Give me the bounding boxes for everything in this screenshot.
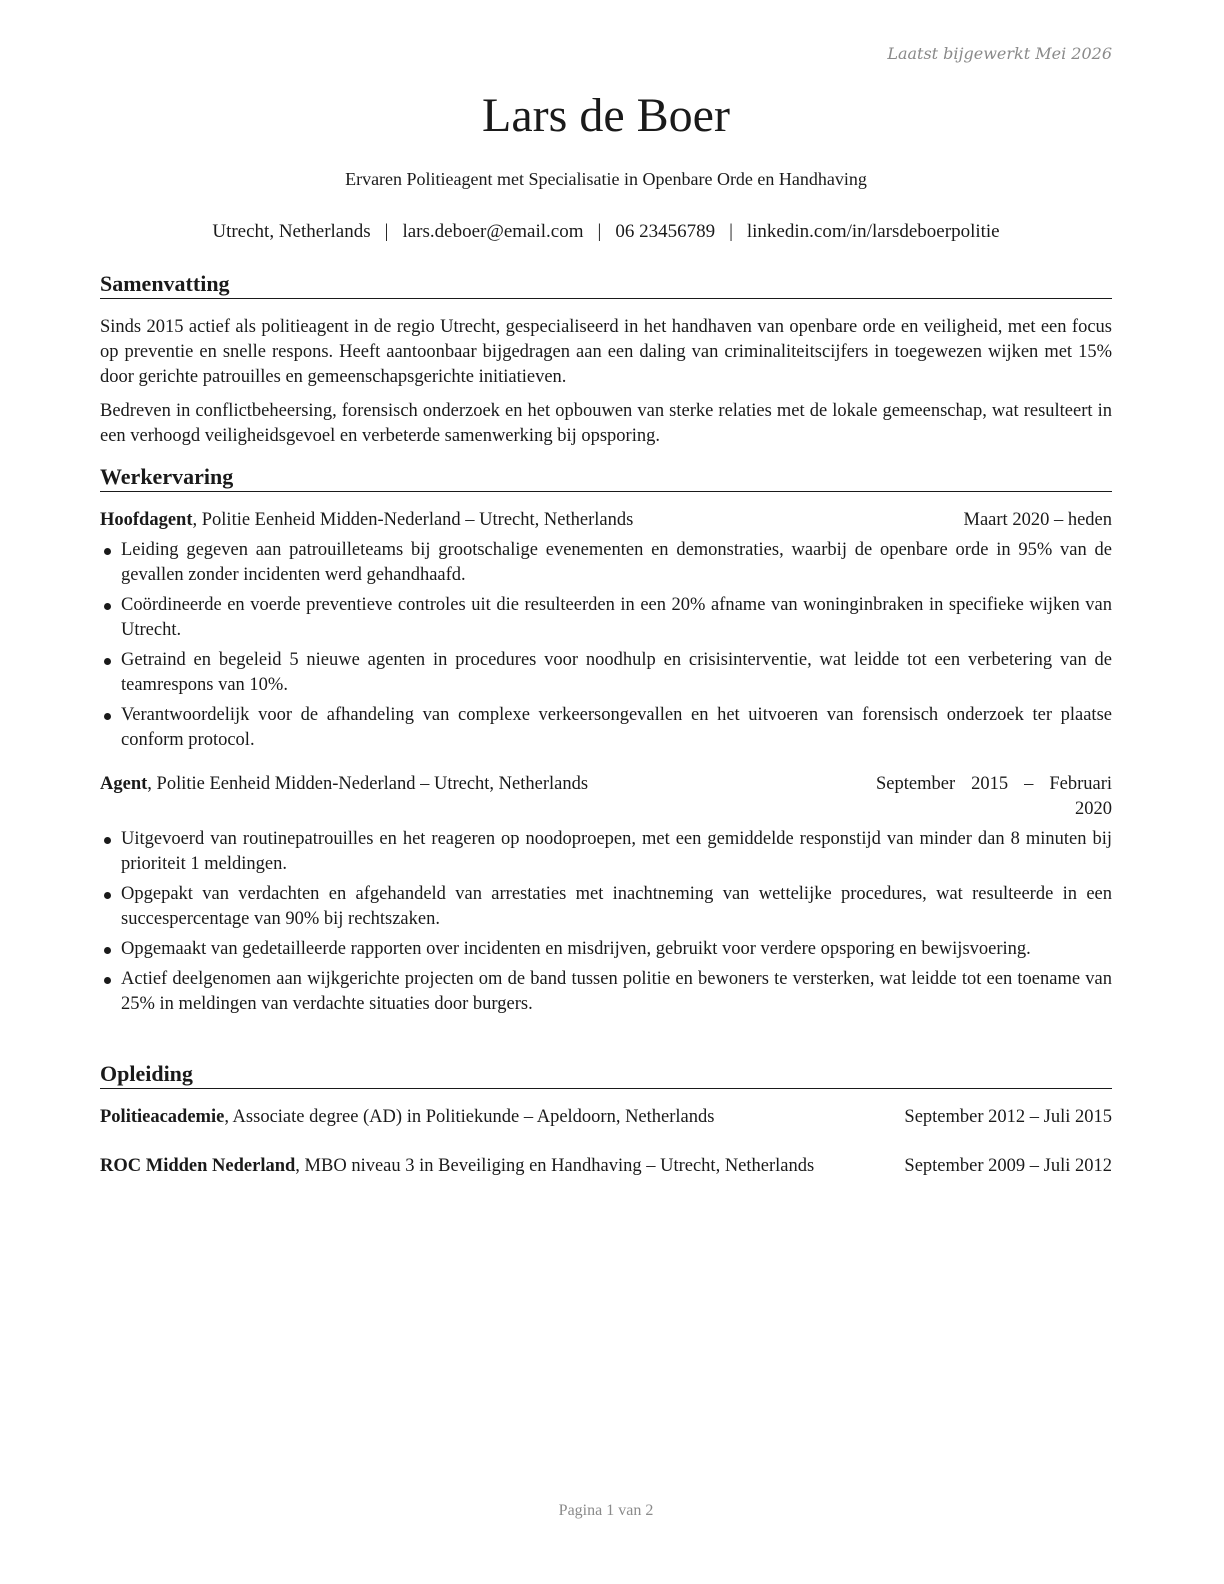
summary-paragraph: Sinds 2015 actief als politieagent in de regio Utrecht, gespecialiseerd in het handhaven van openbare orde en veiligheid, met een focus op preventie en snelle respons. Heeft aantoonbaar bijgedragen aan een daling van criminaliteitscijfers in toegewezen wijken met 15% door gerichte patrouilles en gemeenschapsgerichte initiatieven.	[100, 317, 1112, 387]
contact-location: Utrecht, Netherlands	[212, 221, 371, 242]
education-title-line	[100, 1154, 880, 1179]
contact-line	[100, 219, 1112, 245]
education-detail: , MBO niveau 3 in Beveiliging en Handhaving – Utrecht, Netherlands	[295, 1156, 815, 1176]
job-organization: , Politie Eenheid Midden-Nederland – Utrecht, Netherlands	[147, 774, 589, 794]
education-section	[100, 1061, 1112, 1179]
list-item: Actief deelgenomen aan wijkgerichte projecten om de band tussen politie en bewoners te versterken, wat leidde tot een toename van 25% in meldingen van verdachte situaties door burgers.	[100, 967, 1112, 1017]
section-title-experience: Werkervaring	[100, 464, 1112, 492]
list-item: Getraind en begeleid 5 nieuwe agenten in procedures voor noodhulp en crisisinterventie, wat leidde tot een verbetering van de teamrespons van 10%.	[100, 648, 1112, 698]
contact-phone: 06 23456789	[615, 221, 716, 242]
resume-page	[100, 0, 1112, 1584]
candidate-name: Lars de Boer	[482, 89, 730, 142]
education-dates: September 2009 – Juli 2012	[904, 1156, 1112, 1176]
education-header	[100, 1154, 1112, 1179]
list-item: Leiding gegeven aan patrouilleteams bij grootschalige evenementen en demonstraties, waarbij de openbare orde in 95% van de gevallen zonder incidenten werd gehandhaafd.	[100, 538, 1112, 588]
job-bullets	[100, 827, 1112, 1017]
summary-section	[100, 271, 1112, 449]
job-header	[100, 772, 1112, 822]
job-dates: Maart 2020 – heden	[963, 510, 1112, 530]
contact-email[interactable]: lars.deboer@email.com	[402, 221, 584, 242]
education-dates: September 2012 – Juli 2015	[904, 1107, 1112, 1127]
contact-separator: |	[384, 221, 389, 242]
contact-separator: |	[597, 221, 602, 242]
education-header	[100, 1105, 1112, 1130]
job-role: Agent	[100, 774, 148, 794]
last-updated: Laatst bijgewerkt Mei 2026	[887, 44, 1112, 63]
education-school: Politieacademie	[100, 1107, 225, 1127]
summary-body	[100, 315, 1112, 449]
job-bullets	[100, 538, 1112, 753]
section-title-education: Opleiding	[100, 1061, 1112, 1089]
job-title-line	[100, 772, 876, 797]
education-entry	[100, 1154, 1112, 1179]
education-entry	[100, 1105, 1112, 1130]
list-item: Opgemaakt van gedetailleerde rapporten over incidenten en misdrijven, gebruikt voor verdere opsporing en bewijsvoering.	[100, 937, 1112, 962]
list-item: Verantwoordelijk voor de afhandeling van complexe verkeersongevallen en het uitvoeren van forensisch onderzoek ter plaatse conform protocol.	[100, 703, 1112, 753]
job-header	[100, 508, 1112, 533]
job-role: Hoofdagent	[100, 510, 193, 530]
job-title-line	[100, 508, 964, 533]
job-organization: , Politie Eenheid Midden-Nederland – Utrecht, Netherlands	[192, 510, 634, 530]
job-dates: September 2015 – Februari 2020	[876, 774, 1112, 819]
summary-paragraph: Bedreven in conflictbeheersing, forensisch onderzoek en het opbouwen van sterke relaties met de lokale gemeenschap, wat resulteert in een verhoogd veiligheidsgevoel en verbeterde samenwerking bij opsporing.	[100, 401, 1112, 446]
headline: Ervaren Politieagent met Specialisatie in Openbare Orde en Handhaving	[345, 169, 867, 189]
section-title-summary: Samenvatting	[100, 271, 1112, 299]
contact-separator: |	[729, 221, 733, 242]
job-entry	[100, 508, 1112, 753]
list-item: Opgepakt van verdachten en afgehandeld van arrestaties met inachtneming van wettelijke procedures, wat resulteerde in een succespercentage van 90% bij rechtszaken.	[100, 882, 1112, 932]
list-item: Uitgevoerd van routinepatrouilles en het reageren op noodoproepen, met een gemiddelde responstijd van minder dan 8 minuten bij prioriteit 1 meldingen.	[100, 827, 1112, 877]
job-entry	[100, 772, 1112, 1017]
list-item: Coördineerde en voerde preventieve controles uit die resulteerden in een 20% afname van woninginbraken in specifieke wijken van Utrecht.	[100, 593, 1112, 643]
page-number: Pagina 1 van 2	[558, 1502, 654, 1519]
contact-linkedin[interactable]: linkedin.com/in/larsdeboerpolitie	[746, 221, 1000, 242]
experience-section	[100, 464, 1112, 1022]
education-detail: , Associate degree (AD) in Politiekunde – Apeldoorn, Netherlands	[224, 1107, 715, 1127]
education-school: ROC Midden Nederland	[100, 1156, 296, 1176]
education-title-line	[100, 1105, 880, 1130]
